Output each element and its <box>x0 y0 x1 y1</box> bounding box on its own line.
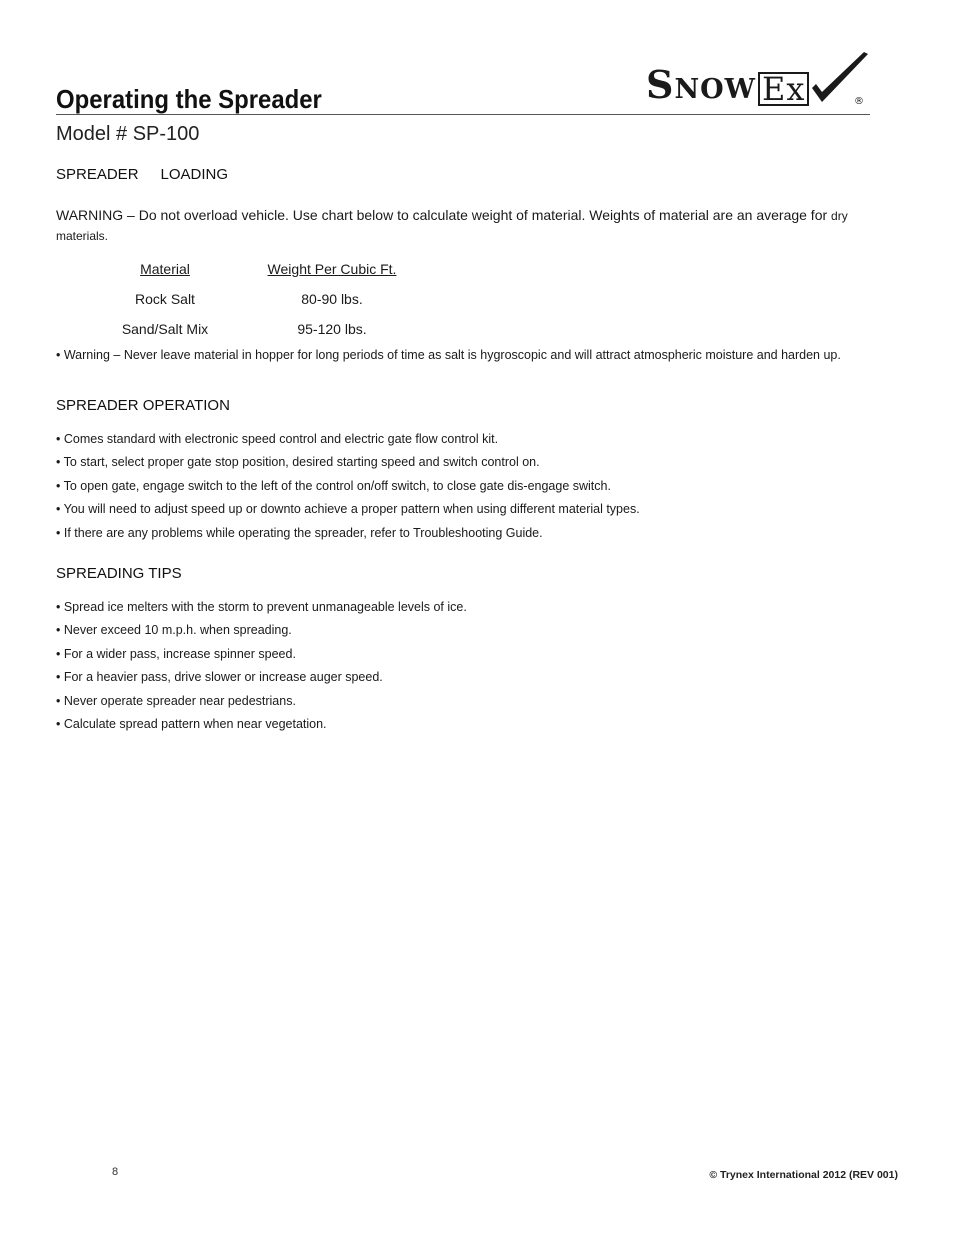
list-item: • If there are any problems while operating the spreader, refer to Troubleshooting Guide. <box>56 525 543 540</box>
table-cell-weight: 80-90 lbs. <box>301 291 363 307</box>
list-item: • For a heavier pass, drive slower or increase auger speed. <box>56 670 383 685</box>
list-item: • Never operate spreader near pedestrians. <box>56 693 296 708</box>
warning-text: – Do not overload vehicle. Use chart below to calculate weight of material. Weights of material are an average for <box>123 207 832 223</box>
material-weight-table <box>100 254 434 344</box>
page-number: 8 <box>112 1166 119 1178</box>
operation-list <box>56 430 640 547</box>
table-cell-weight: 95-120 lbs. <box>297 321 367 337</box>
list-item: • Calculate spread pattern when near vegetation. <box>56 716 327 731</box>
page-title: Operating the Spreader <box>56 84 322 114</box>
warning-label: WARNING <box>56 207 124 223</box>
hopper-warning-note: • Warning – Never leave material in hopper for long periods of time as salt is hygroscopic and will attract atmospheric moisture and harden up. <box>56 348 841 362</box>
loading-heading-part1: SPREADER <box>56 166 139 183</box>
warning-materials: materials. <box>56 229 109 243</box>
svg-text:®: ® <box>854 96 864 106</box>
loading-heading-part2: LOADING <box>160 166 229 183</box>
loading-heading <box>56 166 228 183</box>
list-item: • Spread ice melters with the storm to prevent unmanageable levels of ice. <box>56 600 467 614</box>
tips-list <box>56 598 467 738</box>
table-row <box>100 284 434 314</box>
table-header-material: Material <box>140 261 190 277</box>
logo-wordmark: Snow Ex <box>646 62 809 107</box>
list-item: • To open gate, engage switch to the left of the control on/off switch, to close gate dis-engage switch. <box>56 478 611 493</box>
loading-warning <box>56 206 856 246</box>
table-header-row <box>100 254 434 284</box>
copyright-notice: © Trynex International 2012 (REV 001) <box>709 1169 898 1181</box>
list-item: • Comes standard with electronic speed control and electric gate flow control kit. <box>56 432 499 446</box>
table-header-weight: Weight Per Cubic Ft. <box>267 261 397 277</box>
logo-checkmark-icon <box>792 52 872 106</box>
title-divider <box>56 114 870 115</box>
tips-heading: SPREADING TIPS <box>56 565 182 582</box>
table-cell-material: Sand/Salt Mix <box>121 321 209 337</box>
operation-heading: SPREADER OPERATION <box>56 397 230 414</box>
table-row <box>100 314 434 344</box>
warning-dry: dry <box>831 209 848 223</box>
list-item: • To start, select proper gate stop position, desired starting speed and switch control on. <box>56 455 540 470</box>
list-item: • You will need to adjust speed up or downto achieve a proper pattern when using different material types. <box>56 502 640 517</box>
table-cell-material: Rock Salt <box>135 291 195 307</box>
snowex-logo <box>646 52 872 106</box>
model-number: Model # SP-100 <box>56 123 200 145</box>
list-item: • Never exceed 10 m.p.h. when spreading. <box>56 623 292 638</box>
list-item: • For a wider pass, increase spinner speed. <box>56 646 296 661</box>
